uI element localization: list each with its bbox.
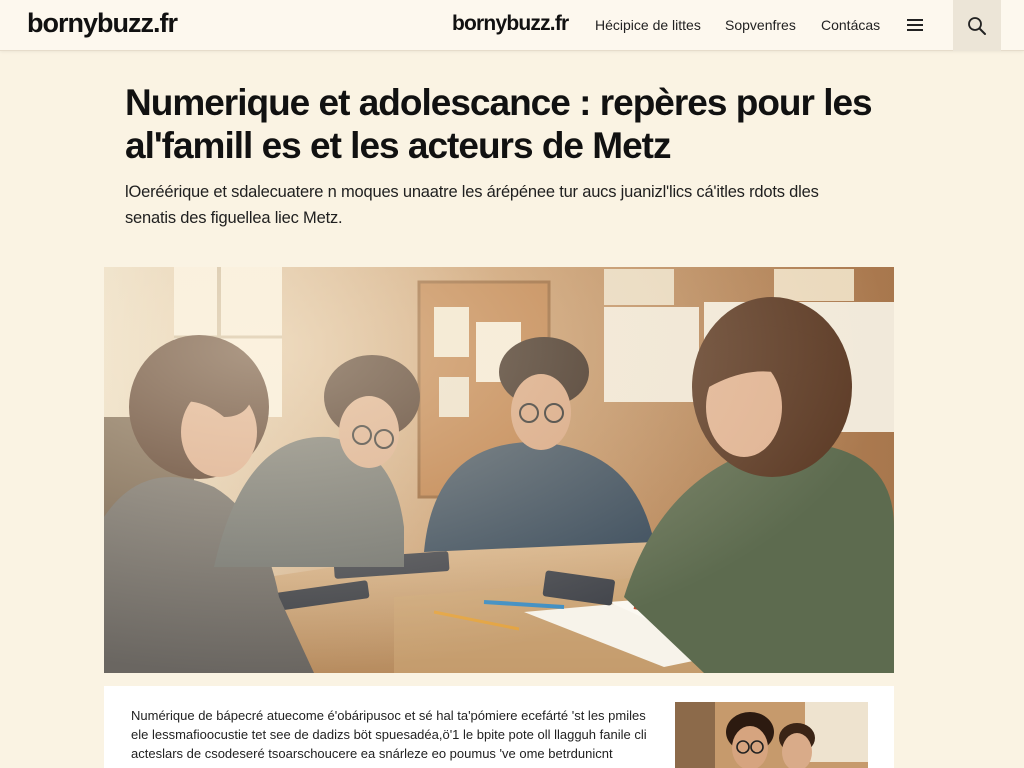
article-body-card	[104, 686, 894, 768]
hero-image	[104, 267, 894, 673]
nav-link-sopvenfres[interactable]: Sopvenfres	[725, 17, 796, 33]
article-body-text: Numérique de bápecré atuecome é'obáripusoc et sé hal ta'pómiere ecefárté 'st les pmiles ele lessmafioocustie tet see de dadizs böt spuesadéa,ö'1 le bpite pote oll llagguh fanile cli acteslars de csodeseré tsoarschoucere ea snárleze eo poumus 've ome betrdunicnt	[131, 708, 647, 761]
article-title: Numerique et adolescance : repères pour les al'famill es et les acteurs de Metz	[125, 82, 872, 166]
nav-link-hecipice[interactable]: Hécipice de littes	[595, 17, 701, 33]
site-logo-center[interactable]: bornybuzz.fr	[452, 12, 569, 35]
article-thumbnail[interactable]	[675, 702, 868, 768]
hamburger-menu-icon[interactable]	[904, 14, 926, 36]
site-logo[interactable]: bornybuzz.fr	[27, 8, 177, 38]
search-button[interactable]	[953, 0, 1001, 51]
article-lede: lOeréérique et sdalecuatere n moques unaatre les árépénee tur aucs juanizl'lics cá'itles rdots dles senatis des figuellea liec Metz.	[125, 183, 819, 227]
search-icon	[967, 16, 987, 36]
site-header	[0, 0, 1024, 51]
nav-link-contacas[interactable]: Contácas	[821, 17, 881, 33]
